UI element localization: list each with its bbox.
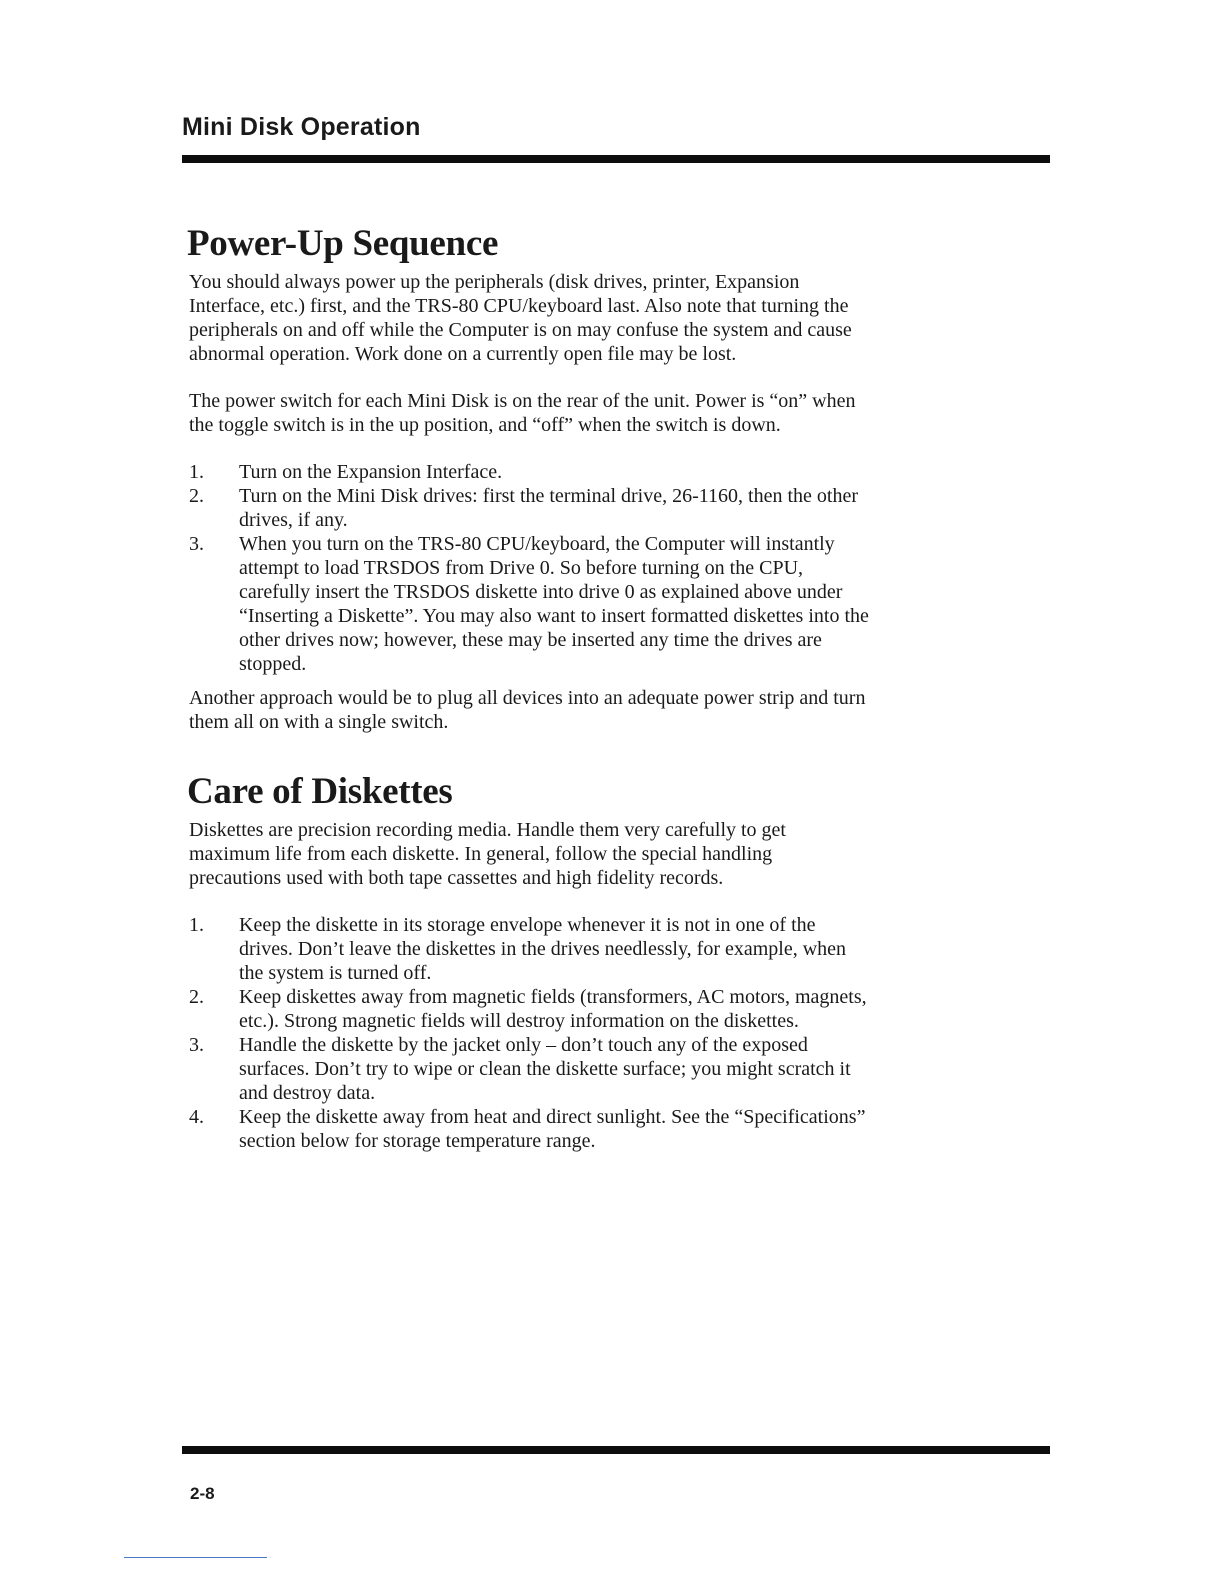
- power-switch-paragraph: The power switch for each Mini Disk is on the rear of the unit. Power is “on” when the toggle switch is in the up position, and “off” when the switch is down.: [189, 390, 856, 436]
- list-item: [189, 913, 869, 985]
- list-item-number: 4.: [189, 1106, 204, 1128]
- list-item-text: Turn on the Mini Disk drives: first the terminal drive, 26-1160, then the other drives, if any.: [239, 485, 858, 531]
- list-item-number: 2.: [189, 485, 204, 507]
- power-up-intro-paragraph: You should always power up the peripherals (disk drives, printer, Expansion Interface, etc.) first, and the TRS-80 CPU/keyboard last. Also note that turning the peripherals on and off while the Computer is on may confuse the system and cause abnormal operation. Work done on a currently open file may be lost.: [189, 271, 852, 365]
- care-heading: Care of Diskettes: [187, 771, 453, 812]
- list-item-number: 1.: [189, 914, 204, 936]
- power-strip-paragraph: Another approach would be to plug all devices into an adequate power strip and turn them all on with a single switch.: [189, 687, 866, 733]
- power-up-steps-list: [189, 460, 869, 676]
- scan-artifact-line: [124, 1557, 267, 1558]
- running-head: Mini Disk Operation: [182, 113, 421, 141]
- list-item: [189, 1105, 869, 1153]
- header-rule: [182, 155, 1050, 163]
- list-item: [189, 1033, 869, 1105]
- page-number: 2-8: [190, 1484, 215, 1503]
- page-body: [189, 222, 869, 1163]
- care-section: [189, 770, 869, 1153]
- list-item-number: 3.: [189, 533, 204, 555]
- footer-rule: [182, 1446, 1050, 1454]
- list-item-number: 2.: [189, 986, 204, 1008]
- list-item-text: Turn on the Expansion Interface.: [239, 461, 503, 483]
- power-up-section: [189, 222, 869, 734]
- power-up-heading: Power-Up Sequence: [187, 223, 499, 264]
- care-intro-paragraph: Diskettes are precision recording media. Handle them very carefully to get maximum life from each diskette. In general, follow the special handling precautions used with both tape cassettes and high fidelity records.: [189, 819, 786, 889]
- list-item-number: 1.: [189, 461, 204, 483]
- list-item: [189, 532, 869, 676]
- list-item-number: 3.: [189, 1034, 204, 1056]
- list-item-text: Keep diskettes away from magnetic fields (transformers, AC motors, magnets, etc.). Strong magnetic fields will destroy information on the diskettes.: [239, 986, 867, 1032]
- list-item: [189, 484, 869, 532]
- list-item: [189, 460, 869, 484]
- list-item-text: When you turn on the TRS-80 CPU/keyboard, the Computer will instantly attempt to load TRSDOS from Drive 0. So before turning on the CPU, carefully insert the TRSDOS diskette into drive 0 as explained above under “Inserting a Diskette”. You may also want to insert formatted diskettes into the other drives now; however, these may be inserted any time the drives are stopped.: [239, 533, 869, 675]
- care-steps-list: [189, 913, 869, 1153]
- list-item: [189, 985, 869, 1033]
- list-item-text: Keep the diskette in its storage envelope whenever it is not in one of the drives. Don’t leave the diskettes in the drives needlessly, for example, when the system is turned off.: [239, 914, 847, 984]
- list-item-text: Handle the diskette by the jacket only – don’t touch any of the exposed surfaces. Don’t try to wipe or clean the diskette surface; you might scratch it and destroy data.: [239, 1034, 851, 1104]
- list-item-text: Keep the diskette away from heat and direct sunlight. See the “Specifications” section below for storage temperature range.: [239, 1106, 866, 1152]
